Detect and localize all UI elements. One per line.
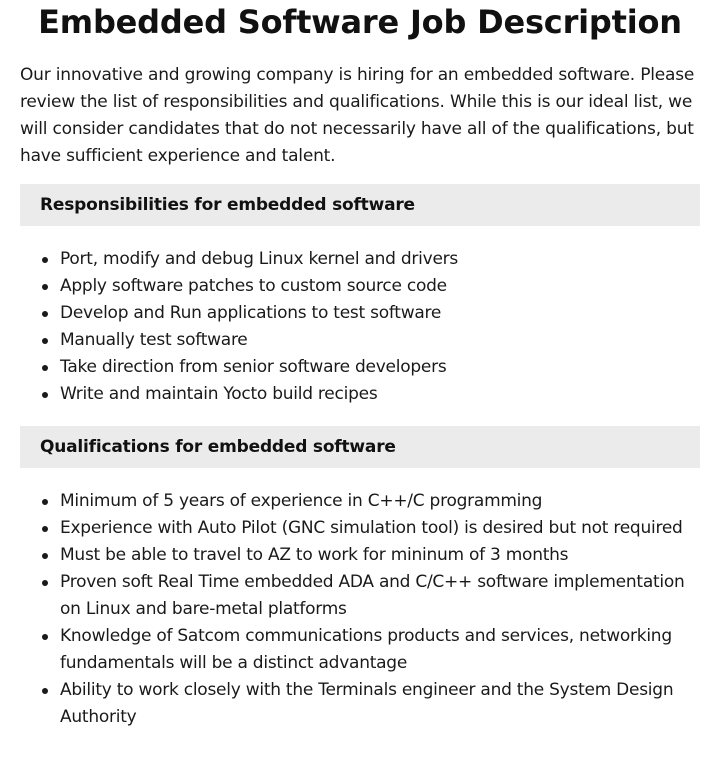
list-item (60, 246, 700, 273)
bullet-icon (42, 392, 48, 398)
list-item-text: Develop and Run applications to test software (60, 303, 442, 323)
bullet-icon (42, 499, 48, 505)
bullet-icon (42, 526, 48, 532)
list-item-text: Ability to work closely with the Terminals engineer and the System Design Authority (60, 680, 674, 727)
list-item-text: Proven soft Real Time embedded ADA and C/C++ software implementation on Linux and bare-metal platforms (60, 572, 685, 619)
list-item (60, 381, 700, 408)
list-item (60, 515, 700, 542)
bullet-icon (42, 688, 48, 694)
responsibilities-heading: Responsibilities for embedded software (20, 184, 700, 226)
qualifications-heading: Qualifications for embedded software (20, 426, 700, 468)
bullet-icon (42, 580, 48, 586)
list-item-text: Minimum of 5 years of experience in C++/C programming (60, 491, 543, 511)
list-item-text: Apply software patches to custom source code (60, 276, 447, 296)
list-item (60, 569, 700, 623)
intro-paragraph: Our innovative and growing company is hiring for an embedded software. Please review the list of responsibilities and qualifications. While this is our ideal list, we will consider candidates that do not necessarily have all of the qualifications, but have sufficient experience and talent. (20, 65, 695, 166)
bullet-icon (42, 365, 48, 371)
list-item-text: Port, modify and debug Linux kernel and drivers (60, 249, 458, 269)
bullet-icon (42, 338, 48, 344)
list-item (60, 327, 700, 354)
qualifications-list (20, 488, 700, 731)
list-item (60, 623, 700, 677)
list-item (60, 300, 700, 327)
list-item (60, 542, 700, 569)
bullet-icon (42, 634, 48, 640)
list-item-text: Write and maintain Yocto build recipes (60, 384, 378, 404)
list-item-text: Knowledge of Satcom communications products and services, networking fundamentals will be a distinct advantage (60, 626, 672, 673)
list-item-text: Manually test software (60, 330, 248, 350)
bullet-icon (42, 284, 48, 290)
list-item-text: Experience with Auto Pilot (GNC simulation tool) is desired but not required (60, 518, 683, 538)
page-title: Embedded Software Job Description (38, 3, 682, 41)
list-item (60, 354, 700, 381)
list-item (60, 488, 700, 515)
list-item (60, 677, 700, 731)
list-item-text: Take direction from senior software developers (60, 357, 447, 377)
list-item-text: Must be able to travel to AZ to work for mininum of 3 months (60, 545, 569, 565)
bullet-icon (42, 553, 48, 559)
bullet-icon (42, 311, 48, 317)
list-item (60, 273, 700, 300)
responsibilities-list (20, 246, 700, 408)
bullet-icon (42, 257, 48, 263)
